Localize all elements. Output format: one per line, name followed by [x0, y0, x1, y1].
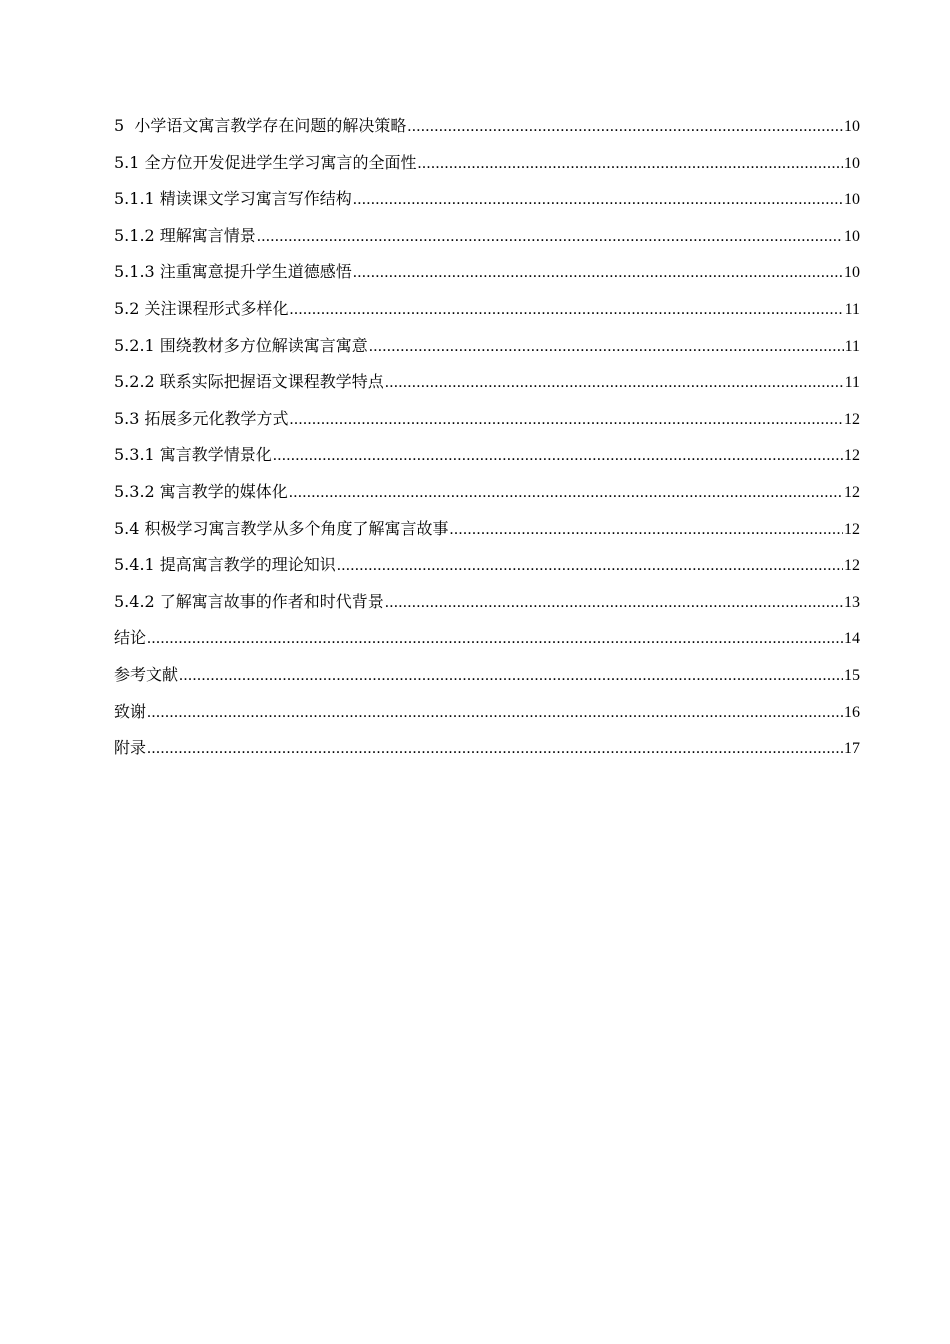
- toc-entry-page: 11: [844, 337, 860, 355]
- toc-entry[interactable]: [114, 620, 860, 657]
- toc-entry[interactable]: [114, 328, 860, 365]
- toc-entry-title: 5.1.3 注重寓意提升学生道德感悟: [114, 262, 352, 282]
- toc-entry[interactable]: [114, 694, 860, 731]
- toc-entry[interactable]: [114, 145, 860, 182]
- toc-entry-title: 致谢: [114, 701, 147, 721]
- toc-dot-leader: [385, 585, 843, 622]
- toc-entry-page: 12: [844, 520, 860, 538]
- toc-dot-leader: [289, 475, 843, 512]
- toc-entry[interactable]: [114, 291, 860, 328]
- toc-dot-leader: [407, 109, 843, 146]
- toc-entry-title: 5.2.2 联系实际把握语文课程教学特点: [114, 372, 384, 392]
- toc-entry-title: 5.3.2 寓言教学的媒体化: [114, 481, 288, 501]
- toc-dot-leader: [147, 731, 843, 768]
- toc-entry-title: 5 小学语文寓言教学存在问题的解决策略: [114, 116, 407, 135]
- toc-dot-leader: [273, 438, 843, 475]
- toc-entry-page: 15: [844, 666, 860, 684]
- toc-entry-title: 结论: [114, 628, 147, 648]
- toc-entry[interactable]: [114, 657, 860, 694]
- table-of-contents: [114, 108, 860, 767]
- toc-dot-leader: [257, 219, 843, 256]
- toc-entry-title: 5.3.1 寓言教学情景化: [114, 445, 272, 465]
- toc-dot-leader: [147, 695, 843, 732]
- toc-entry-title: 5.3 拓展多元化教学方式: [114, 408, 289, 428]
- toc-entry[interactable]: [114, 547, 860, 584]
- toc-dot-leader: [290, 402, 843, 439]
- toc-entry-page: 12: [844, 447, 860, 465]
- toc-entry-title: 附录: [114, 738, 147, 758]
- toc-entry-title: 5.1.2 理解寓言情景: [114, 225, 256, 245]
- toc-entry[interactable]: [114, 401, 860, 438]
- toc-entry[interactable]: [114, 181, 860, 218]
- toc-entry-page: 10: [844, 118, 860, 135]
- toc-entry[interactable]: [114, 437, 860, 474]
- toc-entry-title: 5.2 关注课程形式多样化: [114, 298, 289, 318]
- toc-entry[interactable]: [114, 218, 860, 255]
- toc-entry-page: 11: [844, 374, 860, 392]
- toc-dot-leader: [179, 658, 843, 695]
- toc-entry-title: 5.1 全方位开发促进学生学习寓言的全面性: [114, 152, 417, 172]
- toc-entry-page: 10: [844, 264, 860, 282]
- toc-entry-page: 10: [844, 191, 860, 209]
- toc-entry-title: 5.4.2 了解寓言故事的作者和时代背景: [114, 591, 384, 611]
- toc-entry-page: 11: [844, 300, 860, 318]
- toc-dot-leader: [385, 365, 844, 402]
- toc-entry-page: 12: [844, 483, 860, 501]
- toc-entry-title: 5.4.1 提高寓言教学的理论知识: [114, 555, 336, 575]
- toc-dot-leader: [147, 621, 843, 658]
- toc-entry-title: 参考文献: [114, 664, 179, 684]
- toc-dot-leader: [418, 146, 843, 183]
- toc-entry-title: 5.1.1 精读课文学习寓言写作结构: [114, 189, 352, 209]
- toc-entry[interactable]: [114, 254, 860, 291]
- toc-entry[interactable]: [114, 730, 860, 767]
- toc-dot-leader: [353, 182, 843, 219]
- toc-entry-page: 10: [844, 227, 860, 245]
- toc-entry[interactable]: [114, 584, 860, 621]
- toc-entry-page: 10: [844, 154, 860, 172]
- toc-dot-leader: [337, 548, 843, 585]
- toc-entry-page: 12: [844, 410, 860, 428]
- toc-entry[interactable]: [114, 364, 860, 401]
- toc-entry-page: 12: [844, 557, 860, 575]
- toc-entry[interactable]: [114, 108, 860, 145]
- toc-dot-leader: [290, 292, 844, 329]
- toc-dot-leader: [353, 255, 843, 292]
- toc-entry-page: 14: [844, 630, 860, 648]
- toc-entry[interactable]: [114, 511, 860, 548]
- toc-entry-title: 5.4 积极学习寓言教学从多个角度了解寓言故事: [114, 518, 449, 538]
- toc-dot-leader: [369, 329, 844, 366]
- toc-dot-leader: [450, 512, 843, 549]
- toc-entry[interactable]: [114, 474, 860, 511]
- toc-entry-page: 13: [844, 593, 860, 611]
- toc-entry-page: 16: [844, 703, 860, 721]
- toc-entry-page: 17: [844, 740, 860, 758]
- toc-entry-title: 5.2.1 围绕教材多方位解读寓言寓意: [114, 335, 368, 355]
